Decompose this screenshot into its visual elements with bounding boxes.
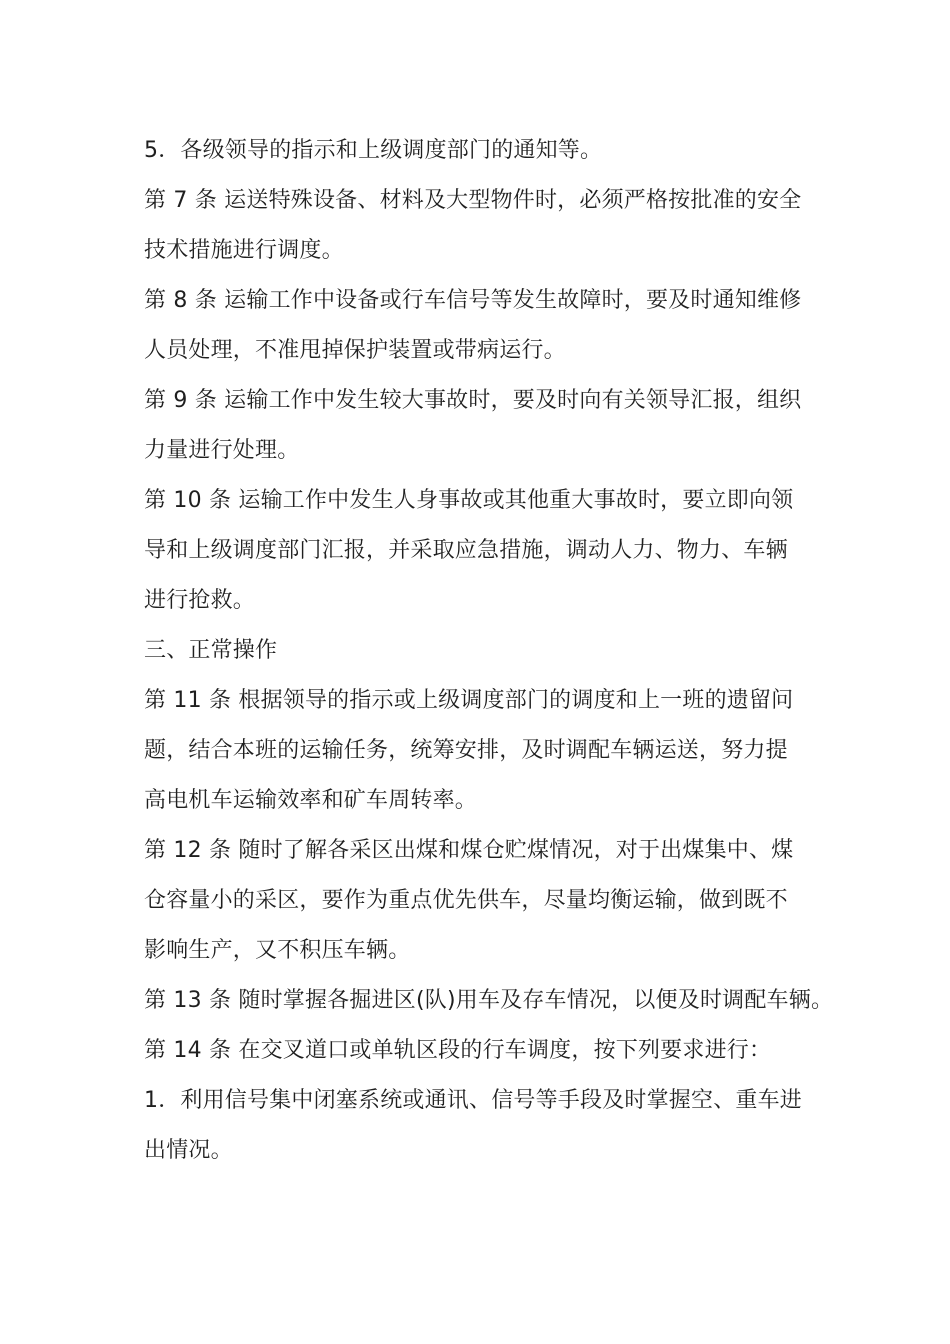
text-line-article-12-cont-2: 影响生产，又不积压车辆。 [144, 938, 411, 963]
text-line-article-12-cont-1: 仓容量小的采区，要作为重点优先供车，尽量均衡运输，做到既不 [144, 888, 788, 913]
text-line-article-9: 第 9 条 运输工作中发生较大事故时，要及时向有关领导汇报，组织 [144, 388, 802, 413]
document-body [144, 126, 844, 1176]
text-line-article-10-cont-1: 导和上级调度部门汇报，并采取应急措施，调动人力、物力、车辆 [144, 538, 788, 563]
text-line-article-12: 第 12 条 随时了解各采区出煤和煤仓贮煤情况，对于出煤集中、煤 [144, 838, 794, 863]
text-line-item-1: 1．利用信号集中闭塞系统或通讯、信号等手段及时掌握空、重车进 [144, 1088, 802, 1113]
text-line-item-5: 5．各级领导的指示和上级调度部门的通知等。 [144, 138, 603, 163]
text-line-article-11-cont-2: 高电机车运输效率和矿车周转率。 [144, 788, 478, 813]
text-line-item-1-cont: 出情况。 [144, 1138, 233, 1163]
text-line-article-7-cont: 技术措施进行调度。 [144, 238, 344, 263]
text-line-article-7: 第 7 条 运送特殊设备、材料及大型物件时，必须严格按批准的安全 [144, 188, 802, 213]
section-heading-normal-operation: 三、正常操作 [144, 638, 278, 663]
text-line-article-14: 第 14 条 在交叉道口或单轨区段的行车调度，按下列要求进行： [144, 1038, 772, 1063]
text-line-article-10: 第 10 条 运输工作中发生人身事故或其他重大事故时，要立即向领 [144, 488, 794, 513]
text-line-article-11: 第 11 条 根据领导的指示或上级调度部门的调度和上一班的遗留问 [144, 688, 794, 713]
text-line-article-9-cont: 力量进行处理。 [144, 438, 300, 463]
text-line-article-10-cont-2: 进行抢救。 [144, 588, 256, 613]
text-line-article-13: 第 13 条 随时掌握各掘进区(队)用车及存车情况，以便及时调配车辆。 [144, 988, 834, 1013]
text-line-article-8: 第 8 条 运输工作中设备或行车信号等发生故障时，要及时通知维修 [144, 288, 802, 313]
text-line-article-11-cont-1: 题，结合本班的运输任务，统筹安排，及时调配车辆运送，努力提 [144, 738, 788, 763]
text-line-article-8-cont: 人员处理，不准甩掉保护装置或带病运行。 [144, 338, 566, 363]
